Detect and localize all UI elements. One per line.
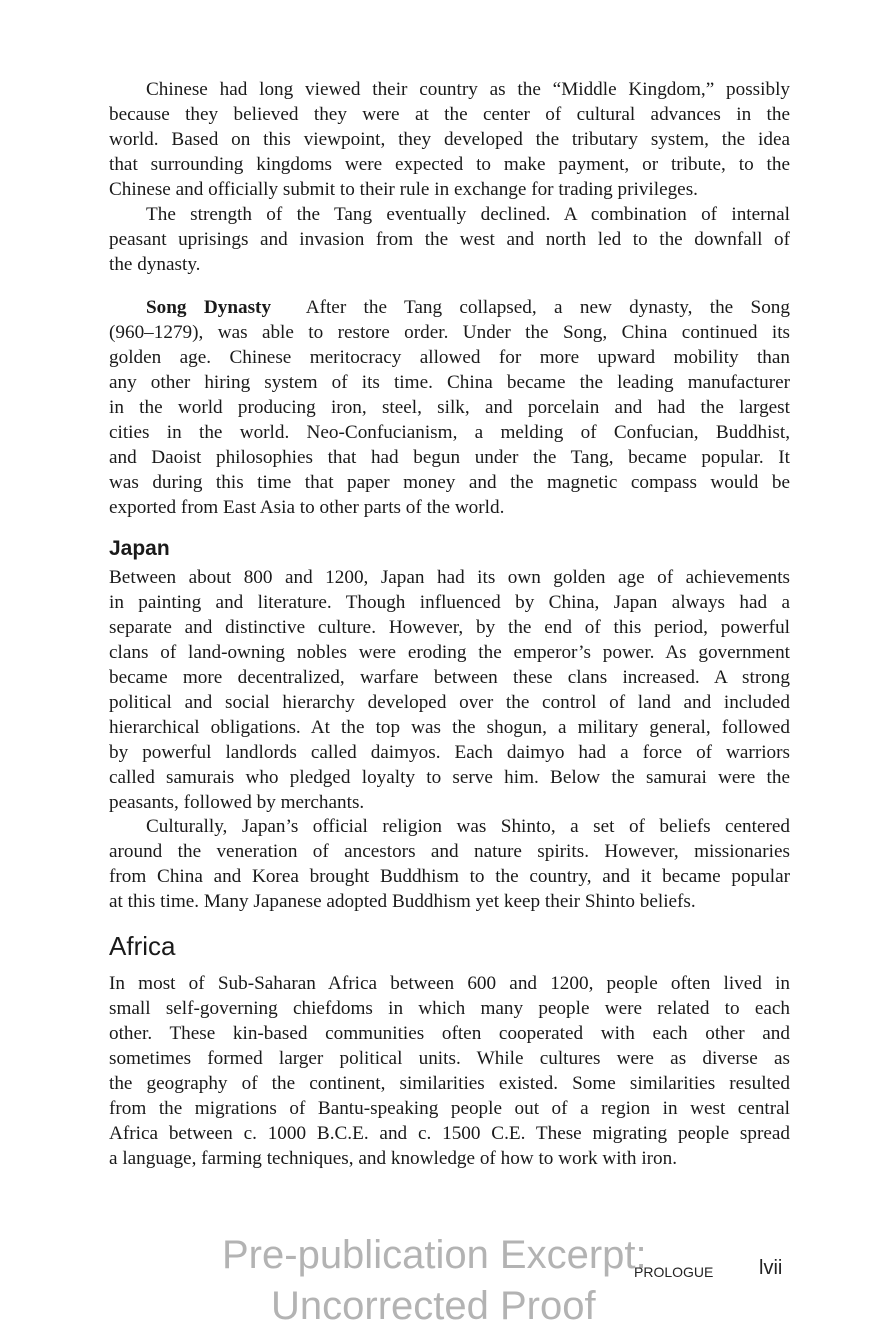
line-text: cities in the world. Neo-Confucianism, a melding of Confucian, Buddhist, [109, 422, 790, 443]
text-line [109, 345, 790, 370]
heading-japan: Japan [109, 537, 170, 560]
line-text: Culturally, Japan’s official religion was Shinto, a set of beliefs centered [146, 816, 790, 837]
line-text: hierarchical obligations. At the top was the shogun, a military general, followed [109, 717, 790, 738]
line-text: from the migrations of Bantu-speaking people out of a region in west central [109, 1098, 790, 1119]
line-text: in painting and literature. Though influenced by China, Japan always had a [109, 592, 790, 613]
text-line [109, 889, 790, 914]
text-line [109, 615, 790, 640]
line-text: by powerful landlords called daimyos. Each daimyo had a force of warriors [109, 742, 790, 763]
run-in-heading: Song Dynasty [146, 297, 272, 318]
line-text: small self-governing chiefdoms in which many people were related to each [109, 998, 790, 1019]
line-text: In most of Sub-Saharan Africa between 600 and 1200, people often lived in [109, 973, 790, 994]
text-line [109, 971, 790, 996]
line-text: any other hiring system of its time. China became the leading manufacturer [109, 372, 790, 393]
line-text: The strength of the Tang eventually declined. A combination of internal [146, 204, 790, 225]
page-number: lvii [759, 1257, 783, 1279]
text-line [109, 1071, 790, 1096]
watermark-line1: Pre-publication Excerpt: [222, 1233, 647, 1277]
text-line [109, 765, 790, 790]
text-line [109, 864, 790, 889]
line-text: (960–1279), was able to restore order. Under the Song, China continued its [109, 322, 790, 343]
text-line [109, 665, 790, 690]
line-text: from China and Korea brought Buddhism to the country, and it became popular [109, 866, 790, 887]
text-line [109, 102, 790, 127]
text-line [109, 814, 790, 839]
text-line [109, 1121, 790, 1146]
text-line [109, 470, 790, 495]
text-line [109, 715, 790, 740]
line-text: After the Tang collapsed, a new dynasty, the Song [305, 297, 790, 318]
text-line [109, 640, 790, 665]
text-line [109, 395, 790, 420]
line-text: the dynasty. [109, 254, 201, 275]
line-text: clans of land-owning nobles were eroding the emperor’s power. As government [109, 642, 790, 663]
text-line [109, 996, 790, 1021]
text-line [109, 790, 790, 815]
text-line [109, 690, 790, 715]
line-text: exported from East Asia to other parts of the world. [109, 497, 505, 518]
line-text: Africa between c. 1000 B.C.E. and c. 1500 C.E. These migrating people spread [109, 1123, 790, 1144]
text-line [109, 839, 790, 864]
text-line [109, 127, 790, 152]
text-line [109, 252, 790, 277]
text-line [109, 1046, 790, 1071]
text-line [109, 565, 790, 590]
line-text: sometimes formed larger political units. While cultures were as diverse as [109, 1048, 790, 1069]
text-line [109, 295, 790, 320]
line-text: called samurais who pledged loyalty to serve him. Below the samurai were the [109, 767, 790, 788]
line-text: and Daoist philosophies that had begun under the Tang, became popular. It [109, 447, 790, 468]
text-line [109, 320, 790, 345]
line-text: a language, farming techniques, and knowledge of how to work with iron. [109, 1148, 678, 1169]
line-text: peasants, followed by merchants. [109, 792, 365, 813]
text-line [109, 1096, 790, 1121]
running-footer-section: PROLOGUE [634, 1264, 714, 1280]
line-text: golden age. Chinese meritocracy allowed for more upward mobility than [109, 347, 790, 368]
line-text: Chinese and officially submit to their rule in exchange for trading privileges. [109, 179, 698, 200]
line-text: was during this time that paper money and the magnetic compass would be [109, 472, 790, 493]
text-line [109, 445, 790, 470]
text-line [109, 495, 790, 520]
line-text: Chinese had long viewed their country as the “Middle Kingdom,” possibly [146, 79, 790, 100]
line-text: around the veneration of ancestors and nature spirits. However, missionaries [109, 841, 790, 862]
text-line [109, 202, 790, 227]
line-text: in the world producing iron, steel, silk, and porcelain and had the largest [109, 397, 790, 418]
line-text: separate and distinctive culture. However, by the end of this period, powerful [109, 617, 790, 638]
text-line [109, 740, 790, 765]
line-text: because they believed they were at the center of cultural advances in the [109, 104, 790, 125]
text-line [109, 1021, 790, 1046]
line-text: world. Based on this viewpoint, they developed the tributary system, the idea [109, 129, 790, 150]
text-line [109, 177, 790, 202]
heading-africa: Africa [109, 931, 176, 961]
text-line [109, 152, 790, 177]
line-text: the geography of the continent, similarities existed. Some similarities resulted [109, 1073, 790, 1094]
text-line [109, 227, 790, 252]
line-text: that surrounding kingdoms were expected to make payment, or tribute, to the [109, 154, 790, 175]
line-text: became more decentralized, warfare between these clans increased. A strong [109, 667, 790, 688]
text-line [109, 1146, 790, 1171]
text-line [109, 420, 790, 445]
text-line [109, 77, 790, 102]
line-text: political and social hierarchy developed over the control of land and included [109, 692, 790, 713]
line-text: at this time. Many Japanese adopted Buddhism yet keep their Shinto beliefs. [109, 891, 696, 912]
text-line [109, 590, 790, 615]
text-line [109, 370, 790, 395]
line-text: peasant uprisings and invasion from the west and north led to the downfall of [109, 229, 790, 250]
watermark-line2: Uncorrected Proof [271, 1284, 596, 1328]
line-text: Between about 800 and 1200, Japan had its own golden age of achievements [109, 567, 790, 588]
line-text: other. These kin-based communities often cooperated with each other and [109, 1023, 790, 1044]
